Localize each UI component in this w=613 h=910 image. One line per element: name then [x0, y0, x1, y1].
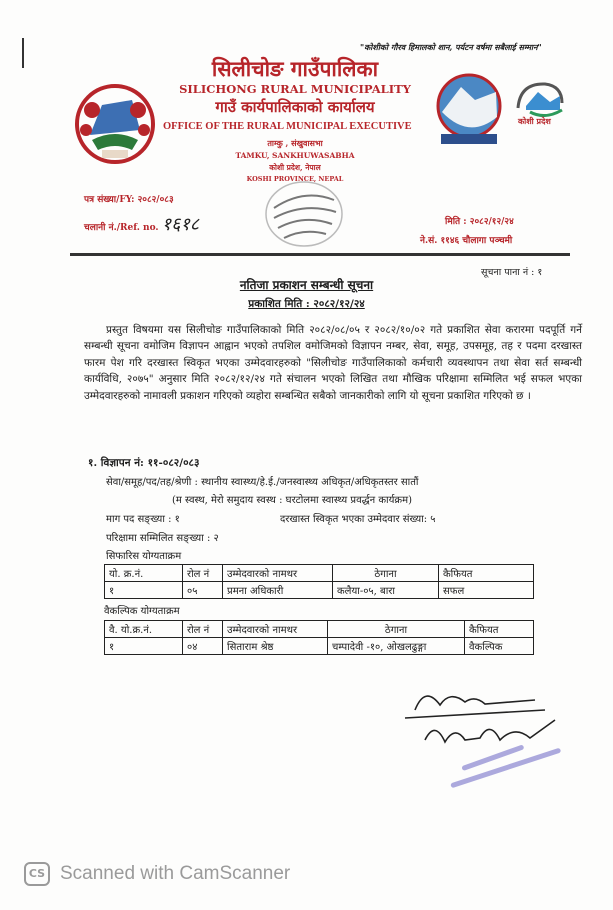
office-name-en: OFFICE OF THE RURAL MUNICIPAL EXECUTIVE [163, 121, 412, 132]
office-stamp [264, 180, 344, 250]
header-cell: ठेगाना [333, 565, 439, 582]
alternate-table [104, 620, 534, 655]
fy-line: पत्र संख्या/FY: २०८२/०८३ [84, 195, 174, 205]
program-name: (म स्वस्थ, मेरो समुदाय स्वस्थ : घरटोलमा स्वास्थ्य प्रवर्द्धन कार्यक्रम) [172, 495, 412, 506]
table-row [105, 638, 534, 655]
camscanner-logo: CS [24, 862, 50, 886]
scan-edge-mark [22, 38, 24, 68]
ref-line: चलानी नं./Ref. no. १६१८ [84, 214, 200, 235]
svg-text:कोशी प्रदेश: कोशी प्रदेश [518, 116, 551, 126]
alternate-label: वैकल्पिक योग्यताक्रम [104, 606, 180, 617]
notice-title: नतिजा प्रकाशन सम्बन्धी सूचना [239, 278, 374, 292]
header-rule [70, 253, 570, 256]
signature [395, 680, 595, 790]
header-cell: रोल नं [183, 565, 223, 582]
header-cell: यो. क्र.नं. [105, 565, 183, 582]
province-np: कोशी प्रदेश, नेपाल [269, 163, 321, 172]
cell: १ [105, 638, 183, 655]
cell: वैकल्पिक [465, 638, 534, 655]
cell: प्रमना अधिकारी [223, 582, 333, 599]
demand-count: माग पद सङ्ख्या : १ [106, 514, 180, 525]
cell: १ [105, 582, 183, 599]
header-cell: ठेगाना [328, 621, 465, 638]
ad-number: १. विज्ञापन नं: ११-०८२/०८३ [88, 457, 200, 469]
header-cell: रोल नं [183, 621, 223, 638]
notice-page-number: सूचना पाना नं : १ [481, 267, 543, 278]
municipality-name-en: SILICHONG RURAL MUNICIPALITY [179, 82, 411, 96]
header-cell: कैफियत [439, 565, 534, 582]
header-cell: कैफियत [465, 621, 534, 638]
table-row [105, 582, 534, 599]
municipality-logo [434, 62, 504, 154]
accepted-count: दरखास्त स्विकृत भएका उम्मेदवार संख्या: ५ [280, 514, 436, 525]
camscanner-watermark: Scanned with CamScanner [60, 863, 291, 884]
office-name-np: गाउँ कार्यपालिकाको कार्यालय [215, 98, 375, 116]
province-en: KOSHI PROVINCE, NEPAL [246, 175, 344, 183]
municipality-name-np: सिलीचोङ गाउँपालिका [211, 56, 379, 81]
recommended-table [104, 564, 534, 599]
notice-body: प्रस्तुत विषयमा यस सिलीचोङ गाउँपालिकाको मिति २०८२/०८/०५ र २०८२/१०/०२ गते प्रकाशित सेवा करारमा पदपूर्ति गर्ने सम्बन्धी सूचना वमोजिम विज्ञापन आह्वान भएको तपशिल वमोजिमको विज्ञापन नम्बर, सेवा, समूह, उपसमूह, तह र पदमा दरखास्त फारम पेश गरि दरखास्त स्विकृत भएका उम्मेदवारहरुको "सिलीचोङ गाउँपालिकाको कर्मचारी व्यवस्थापन तथा सेवा सर्त सम्बन्धी कार्यविधि, २०७५" अनुसार मिति २०८२/१२/२४ गते संचालन भएको लिखित तथा मौखिक परिक्षामा सम्मिलित भई सफल भएका उम्मेदवारहरुको नामावली प्रकाशन गरिएको व्यहोरा सम्बन्धित सबैको जानकारीको लागि यो सूचना प्रकाशित गरिएको छ । [84, 324, 582, 402]
cell: चम्पादेवी -१०, ओखलढुङ्गा [328, 638, 465, 655]
header-cell: वै. यो.क्र.नं. [105, 621, 183, 638]
header-cell: उम्मेदवारको नामथर [223, 565, 333, 582]
date-line: मिति : २०८२/१२/२४ [445, 217, 514, 227]
address-en: TAMKU, SANKHUWASABHA [235, 151, 355, 160]
koshi-province-logo [510, 78, 568, 128]
cell: कलैया-०५, बारा [333, 582, 439, 599]
table-header-row [105, 621, 534, 638]
nepal-emblem-logo [72, 80, 158, 168]
recommended-label: सिफारिस योग्यताक्रम [106, 551, 182, 562]
cell: ०५ [183, 582, 223, 599]
motto: "कोशीको गौरव हिमालको शान, पर्यटन वर्षमा सबैलाई सम्मान" [360, 42, 542, 52]
table-header-row [105, 565, 534, 582]
appeared-count: परिक्षामा सम्मिलित सङ्ख्या : २ [106, 533, 219, 544]
address-np: ताम्कु , संखुवासभा [267, 138, 323, 148]
service-group: सेवा/समूह/पद/तह/श्रेणी : स्थानीय स्वास्थ्य/हे.ई./जनस्वास्थ्य अधिकृत/अधिकृतस्तर सातौं [106, 477, 419, 488]
cell: सिताराम श्रेष्ठ [223, 638, 328, 655]
published-date: प्रकाशित मिति : २०८२/१२/२४ [248, 298, 365, 310]
cell: ०४ [183, 638, 223, 655]
nepal-sambat-date: ने.सं. ११४६ चौलागा पञ्चमी [420, 236, 513, 246]
header-cell: उम्मेदवारको नामथर [223, 621, 328, 638]
cell: सफल [439, 582, 534, 599]
